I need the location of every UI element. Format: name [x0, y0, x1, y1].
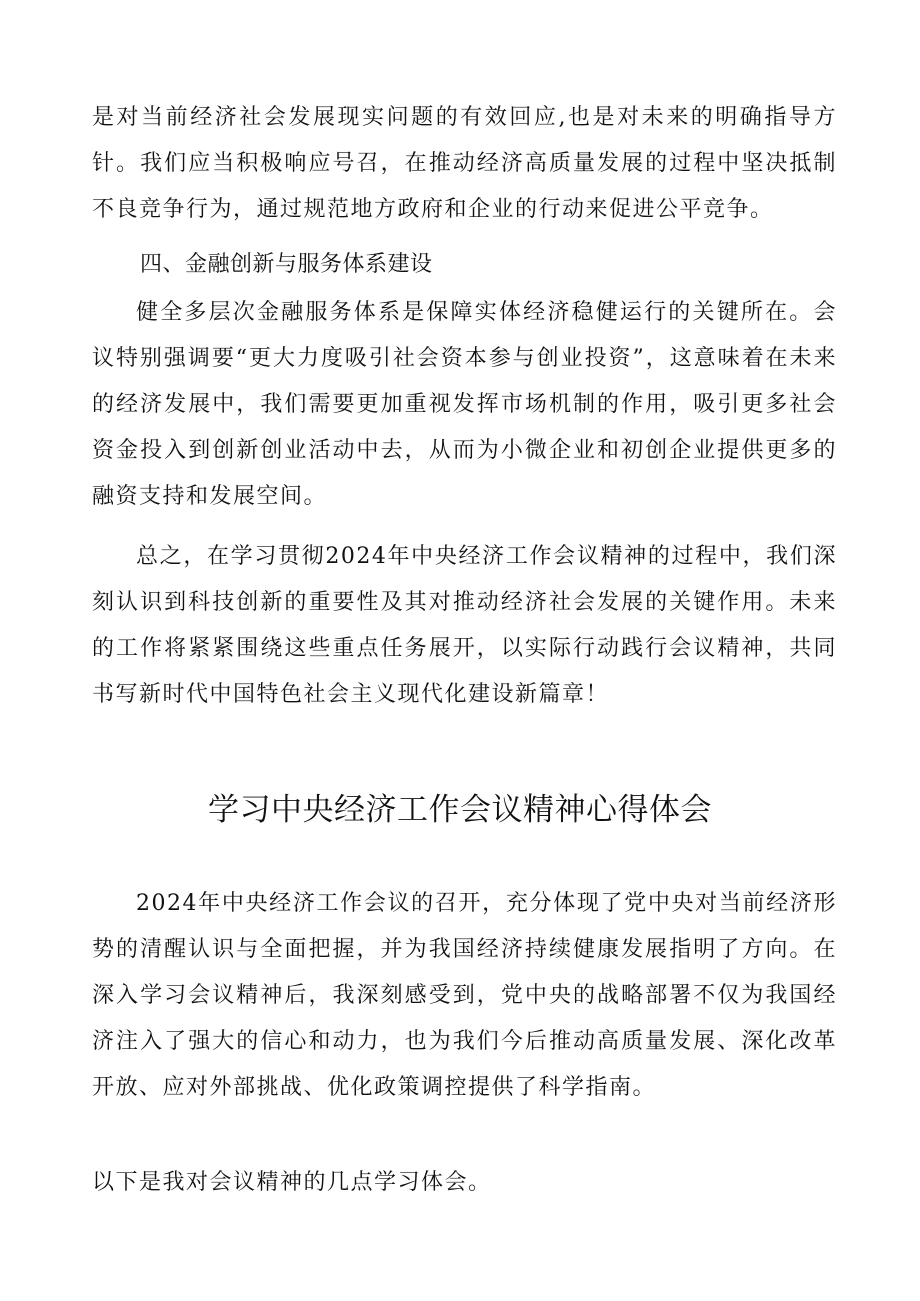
paragraph-lead: 以下是我对会议精神的几点学习体会。 [92, 1170, 492, 1195]
section-heading: 四、金融创新与服务体系建设 [140, 252, 433, 277]
paragraph-summary: 总之，在学习贯彻2024年中央经济工作会议精神的过程中，我们深刻认识到科技创新的重要性及其对推动经济社会发展的关键作用。未来的工作将紧紧围绕这些重点任务展开，以实际行动践行会议精神，共同书写新时代中国特色社会主义现代化建设新篇章！ [92, 544, 837, 707]
document-title: 学习中央经济工作会议精神心得体会 [208, 792, 712, 828]
paragraph-finance: 健全多层次金融服务体系是保障实体经济稳健运行的关键所在。会议特别强调要“更大力度吸引社会资本参与创业投资”，这意味着在未来的经济发展中，我们需要更加重视发挥市场机制的作用，吸引更多社会资金投入到创新创业活动中去，从而为小微企业和初创企业提供更多的融资支持和发展空间。 [92, 300, 837, 509]
paragraph-intro: 2024年中央经济工作会议的召开，充分体现了党中央对当前经济形势的清醒认识与全面把握，并为我国经济持续健康发展指明了方向。在深入学习会议精神后，我深刻感受到，党中央的战略部署不仅为我国经济注入了强大的信心和动力，也为我们今后推动高质量发展、深化改革开放、应对外部挑战、优化政策调控提供了科学指南。 [92, 891, 837, 1100]
paragraph-continued: 是对当前经济社会发展现实问题的有效回应,也是对未来的明确指导方针。我们应当积极响应号召，在推动经济高质量发展的过程中坚决抵制不良竞争行为，通过规范地方政府和企业的行动来促进公平竞争。 [92, 105, 837, 222]
